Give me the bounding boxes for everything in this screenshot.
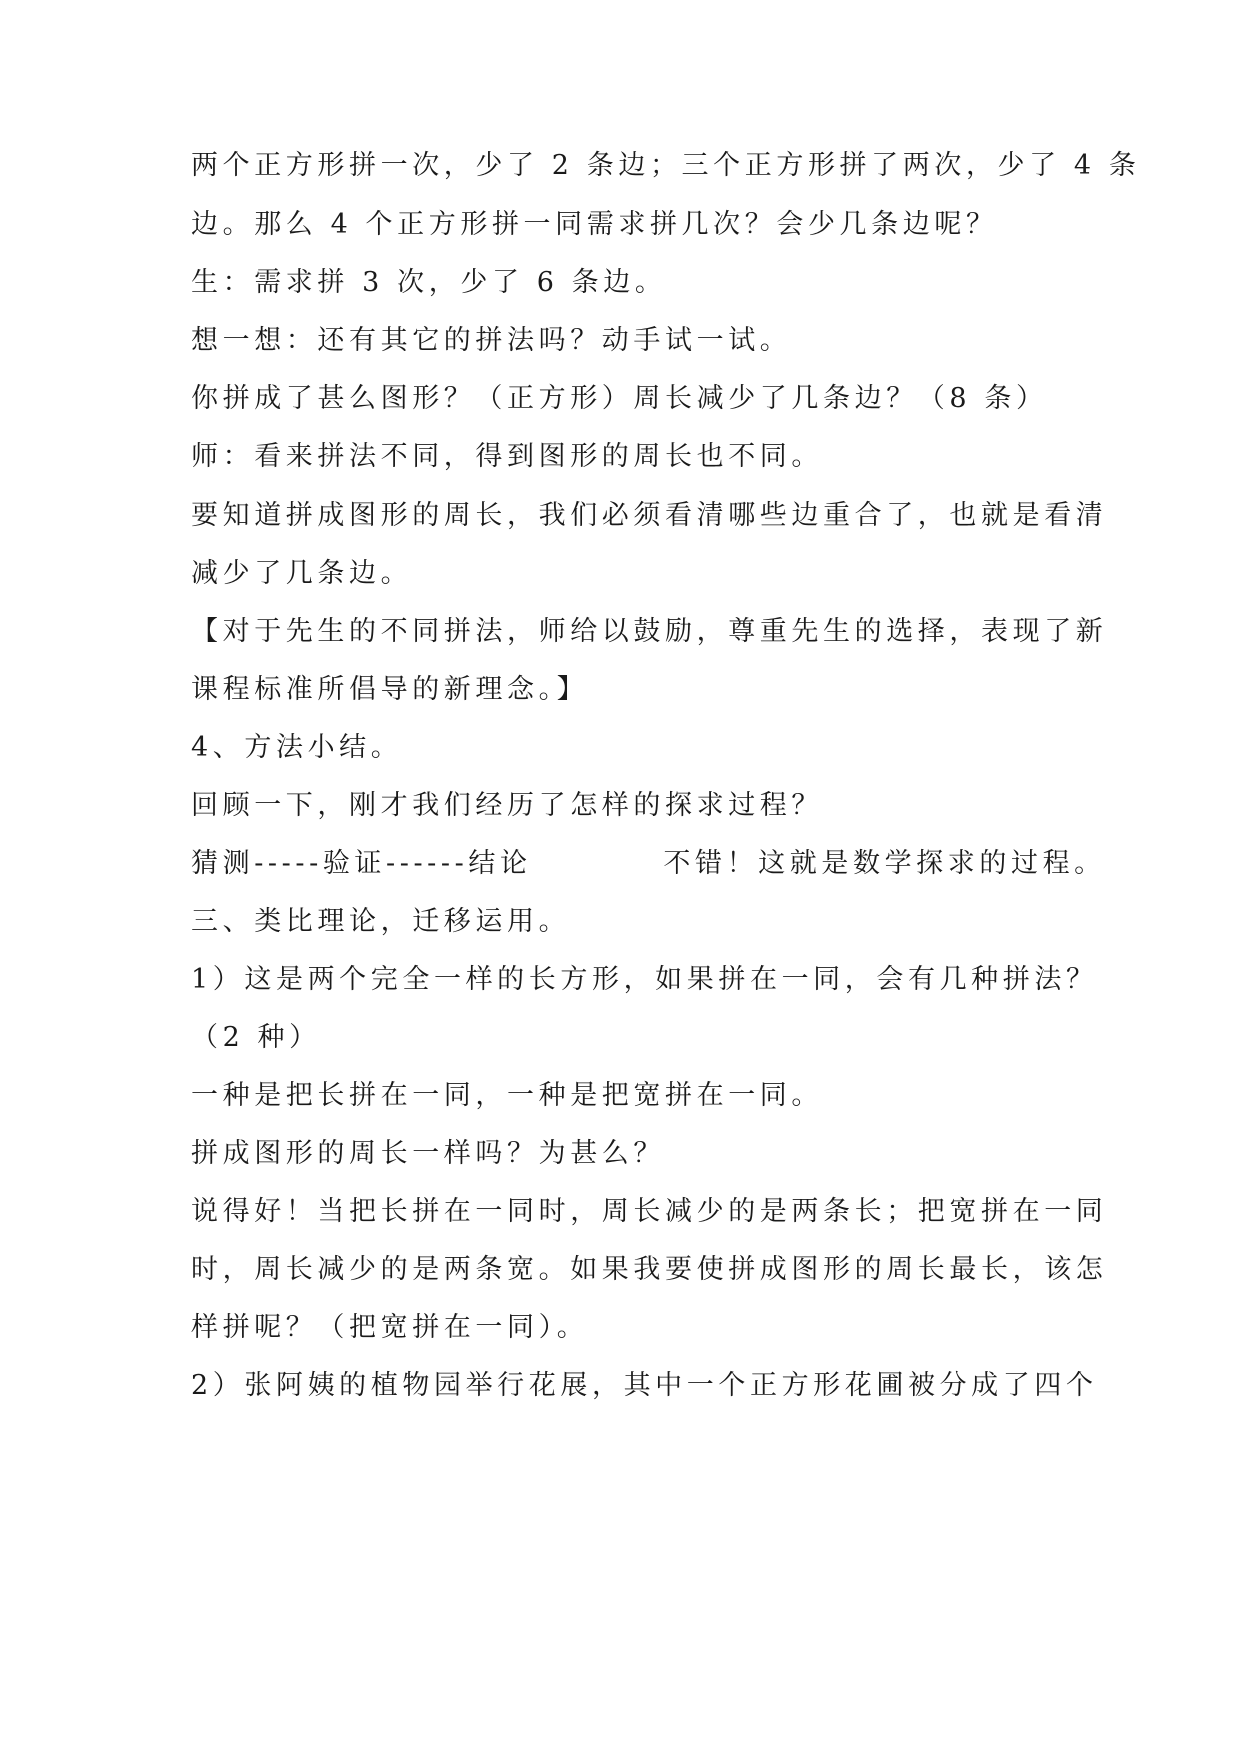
text-line: 课程标准所倡导的新理念。】 bbox=[191, 674, 589, 705]
text-line: 1）这是两个完全一样的长方形，如果拼在一同，会有几种拼法？ bbox=[191, 964, 1098, 995]
section-heading: 三、类比理论，迁移运用。 bbox=[191, 906, 571, 937]
text-line: 猜测-----验证------结论 不错！这就是数学探求的过程。 bbox=[191, 848, 1106, 879]
text-line: （2 种） bbox=[191, 1022, 321, 1053]
text-line: 拼成图形的周长一样吗？为甚么？ bbox=[191, 1138, 665, 1169]
text-line: 想一想：还有其它的拼法吗？动手试一试。 bbox=[191, 325, 792, 356]
text-line: 减少了几条边。 bbox=[191, 558, 413, 589]
text-line: 样拼呢？（把宽拼在一同）。 bbox=[191, 1312, 589, 1343]
text-line: 说得好！当把长拼在一同时，周长减少的是两条长；把宽拼在一同 bbox=[191, 1196, 1108, 1227]
text-line: 【对于先生的不同拼法，师给以鼓励，尊重先生的选择，表现了新 bbox=[191, 616, 1108, 647]
text-line: 时，周长减少的是两条宽。如果我要使拼成图形的周长最长，该怎 bbox=[191, 1254, 1108, 1285]
text-line: 你拼成了甚么图形？（正方形）周长减少了几条边？（8 条） bbox=[191, 383, 1048, 414]
text-line: 生：需求拼 3 次，少了 6 条边。 bbox=[191, 267, 667, 298]
text-line: 要知道拼成图形的周长，我们必须看清哪些边重合了，也就是看清 bbox=[191, 500, 1108, 531]
text-line: 边。那么 4 个正方形拼一同需求拼几次？会少几条边呢？ bbox=[191, 209, 998, 240]
text-line: 2）张阿姨的植物园举行花展，其中一个正方形花圃被分成了四个 bbox=[191, 1370, 1098, 1401]
text-line: 一种是把长拼在一同，一种是把宽拼在一同。 bbox=[191, 1080, 823, 1111]
text-line: 回顾一下，刚才我们经历了怎样的探求过程？ bbox=[191, 790, 823, 821]
text-line: 师：看来拼法不同，得到图形的周长也不同。 bbox=[191, 441, 823, 472]
section-heading: 4、方法小结。 bbox=[191, 732, 403, 763]
text-line: 两个正方形拼一次，少了 2 条边；三个正方形拼了两次，少了 4 条 bbox=[191, 150, 1141, 181]
